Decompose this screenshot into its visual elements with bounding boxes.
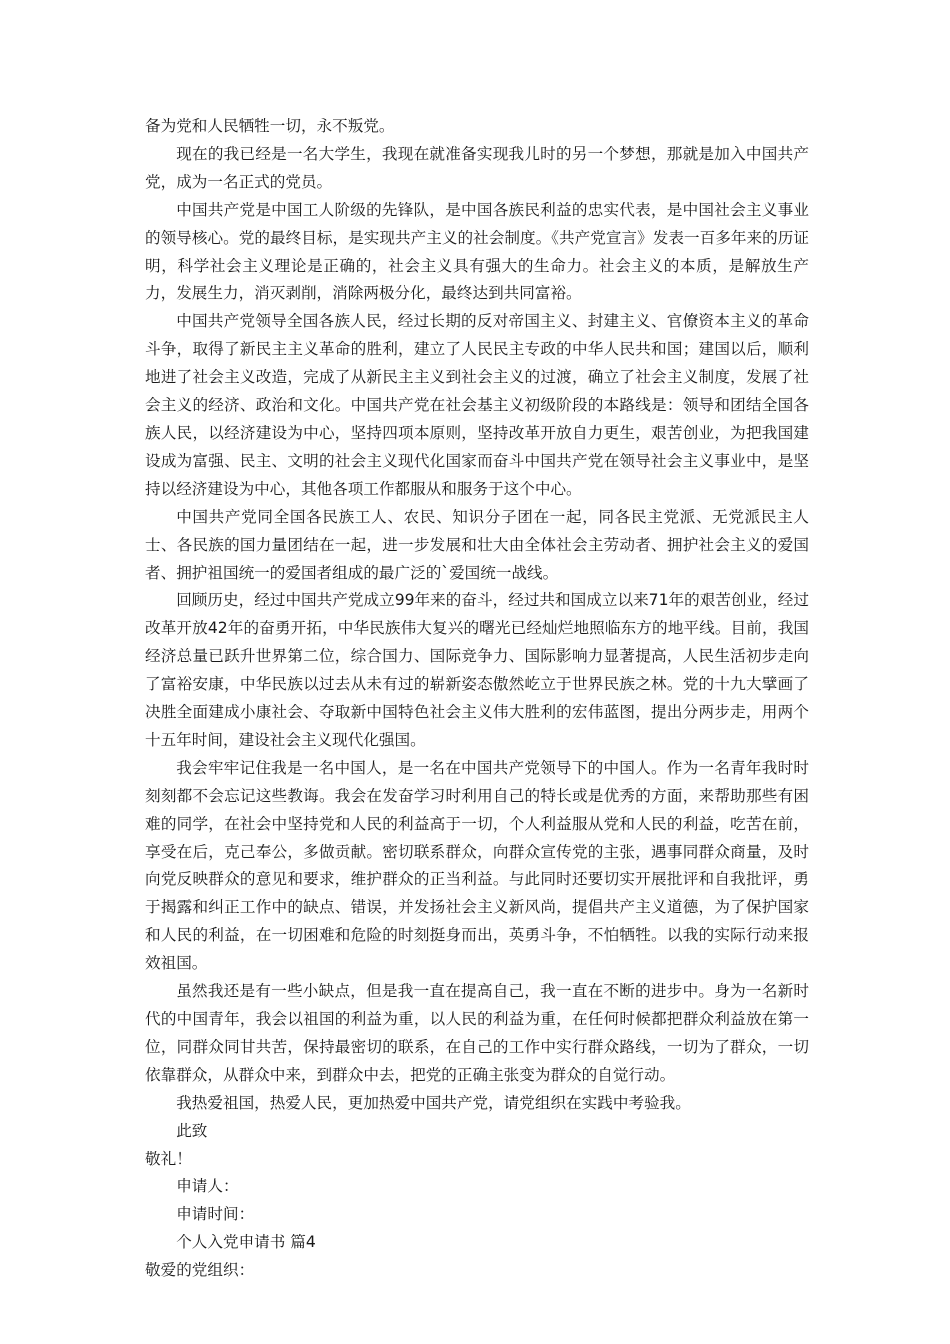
paragraph-personal-commitment: 我会牢牢记住我是一名中国人，是一名在中国共产党领导下的中国人。作为一名青年我时时刻刻都不会忘记这些教诲。我会在发奋学习时利用自己的特长或是优秀的方面，来帮助那些有困难的同学，在社会中坚持党和人民的利益高于一切，个人利益服从党和人民的利益，吃苦在前，享受在后，克己奉公，多做贡献。密切联系群众，向群众宣传党的主张，遇事同群众商量，及时向党反映群众的意见和要求，维护群众的正当利益。与此同时还要切实开展批评和自我批评，勇于揭露和纠正工作中的缺点、错误，并发扬社会主义新风尚，提倡共产主义道德，为了保护国家和人民的利益，在一切困难和危险的时刻挺身而出，英勇斗争，不怕牺牲。以我的实际行动来报效祖国。: [145, 758, 809, 973]
paragraph-self-improvement: 虽然我还是有一些小缺点，但是我一直在提高自己，我一直在不断的进步中。身为一名新时代的中国青年，我会以祖国的利益为重，以人民的利益为重，在任何时候都把群众利益放在第一位，同群众同甘共苦，保持最密切的联系，在自己的工作中实行群众路线，一切为了群众，一切依靠群众，从群众中来，到群众中去，把党的正确主张变为群众的自觉行动。: [145, 982, 809, 1084]
section-title: 个人入党申请书 篇4: [176, 1233, 316, 1252]
paragraph-closing-line: 备为党和人民牺牲一切，永不叛党。: [145, 117, 395, 135]
closing-cizhi: 此致: [176, 1121, 208, 1140]
applicant-label: 申请人：: [176, 1177, 239, 1196]
paragraph-university-dream: 现在的我已经是一名大学生，我现在就准备实现我儿时的另一个梦想，那就是加入中国共产党，成为一名正式的党员。: [145, 144, 809, 191]
paragraph-review-history: 回顾历史，经过中国共产党成立99年来的奋斗，经过共和国成立以来71年的艰苦创业，经过改革开放42年的奋勇开拓，中华民族伟大复兴的曙光已经灿烂地照临东方的地平线。目前，我国经济总量已跃升世界第二位，综合国力、国际竞争力、国际影响力显著提高，人民生活初步走向了富裕安康，中华民族以过去从未有过的崭新姿态傲然屹立于世界民族之林。党的十九大擘画了决胜全面建成小康社会、夺取新中国特色社会主义伟大胜利的宏伟蓝图，提出分两步走，用两个十五年时间，建设社会主义现代化强国。: [145, 591, 809, 749]
paragraph-party-nature: 中国共产党是中国工人阶级的先锋队，是中国各族民利益的忠实代表，是中国社会主义事业的领导核心。党的最终目标，是实现共产主义的社会制度。《共产党宣言》发表一百多年来的历证明，科学社会主义理论是正确的，社会主义具有强大的生命力。社会主义的本质，是解放生产力，发展生力，消灭剥削，消除两极分化，最终达到共同富裕。: [145, 200, 809, 303]
application-date-label: 申请时间：: [176, 1205, 255, 1224]
closing-jingli: 敬礼！: [145, 1149, 192, 1168]
paragraph-united-front: 中国共产党同全国各民族工人、农民、知识分子团在一起，同各民主党派、无党派民主人士、各民族的国力量团结在一起，进一步发展和壮大由全体社会主劳动者、拥护社会主义的爱国者、拥护祖国统一的爱国者组成的最广泛的`爱国统一战线。: [145, 507, 809, 582]
salutation: 敬爱的党组织：: [145, 1261, 255, 1280]
paragraph-party-history: 中国共产党领导全国各族人民，经过长期的反对帝国主义、封建主义、官僚资本主义的革命斗争，取得了新民主主义革命的胜利，建立了人民民主专政的中华人民共和国；建国以后，顺利地进了社会主义改造，完成了从新民主主义到社会主义的过渡，确立了社会主义制度，发展了社会主义的经济、政治和文化。中国共产党在社会基主义初级阶段的本路线是：领导和团结全国各族人民，以经济建设为中心，坚持四项本原则，坚持改革开放自力更生，艰苦创业，为把我国建设成为富强、民主、文明的社会主义现代化国家而奋斗中国共产党在领导社会主义事业中，是坚持以经济建设为中心，其他各项工作都服从和服务于这个中心。: [145, 312, 809, 498]
document-page: [145, 113, 809, 1285]
paragraph-love-country: 我热爱祖国，热爱人民，更加热爱中国共产党，请党组织在实践中考验我。: [176, 1093, 691, 1112]
